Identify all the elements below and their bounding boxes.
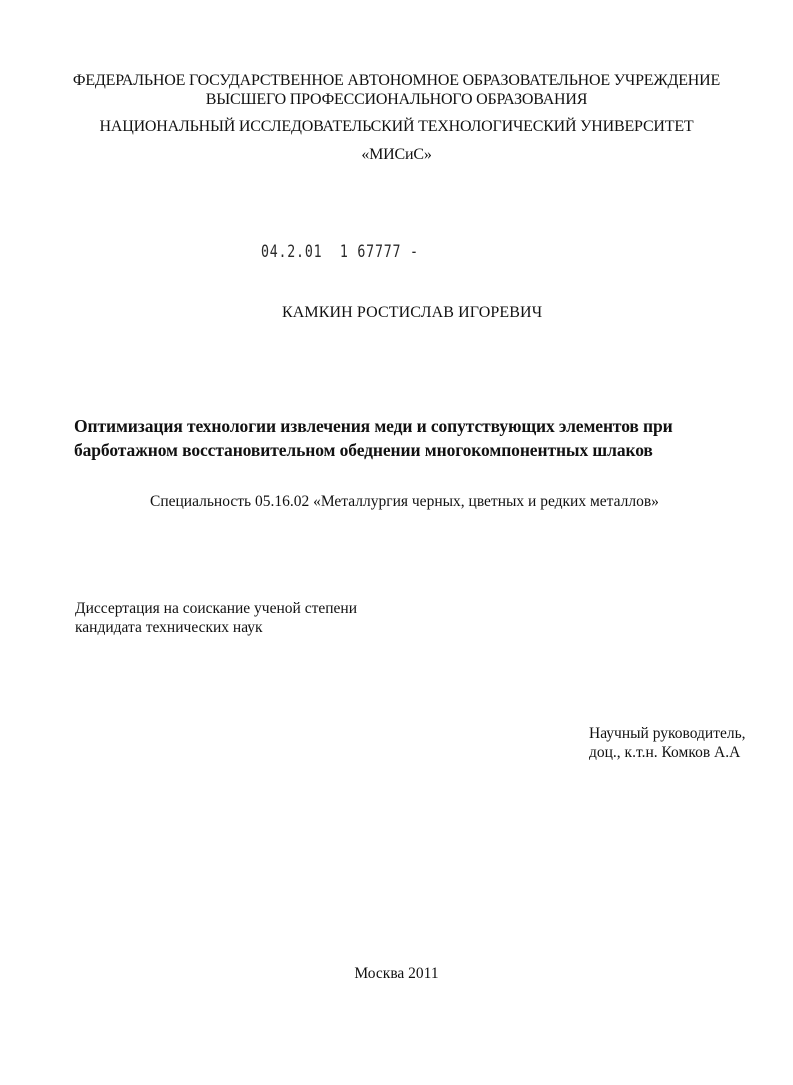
author-name: КАМКИН РОСТИСЛАВ ИГОРЕВИЧ (282, 304, 543, 321)
stamp-code: 04.2.01 (261, 242, 323, 262)
degree-line-1: Диссертация на соискание ученой степени (75, 600, 357, 617)
university-name: НАЦИОНАЛЬНЫЙ ИССЛЕДОВАТЕЛЬСКИЙ ТЕХНОЛОГИЧЕСКИЙ УНИВЕРСИТЕТ (99, 118, 694, 135)
supervisor-name: доц., к.т.н. Комков А.А (589, 744, 741, 761)
institution-line-2: ВЫСШЕГО ПРОФЕССИОНАЛЬНОГО ОБРАЗОВАНИЯ (205, 91, 588, 108)
stamp-number: 1 67777 - (339, 242, 419, 262)
specialty: Специальность 05.16.02 «Металлургия черных, цветных и редких металлов» (150, 493, 659, 510)
title-line-1: Оптимизация технологии извлечения меди и сопутствующих элементов при (74, 416, 673, 436)
title-line-2: барботажном восстановительном обеднении многокомпонентных шлаков (74, 440, 653, 460)
university-abbreviation: «МИСиС» (361, 146, 432, 163)
institution-line-1: ФЕДЕРАЛЬНОЕ ГОСУДАРСТВЕННОЕ АВТОНОМНОЕ ОБРАЗОВАТЕЛЬНОЕ УЧРЕЖДЕНИЕ (72, 72, 721, 89)
place-and-year: Москва 2011 (354, 965, 439, 982)
supervisor-role: Научный руководитель, (589, 725, 746, 742)
library-stamp (261, 242, 419, 262)
degree-line-2: кандидата технических наук (75, 619, 263, 636)
